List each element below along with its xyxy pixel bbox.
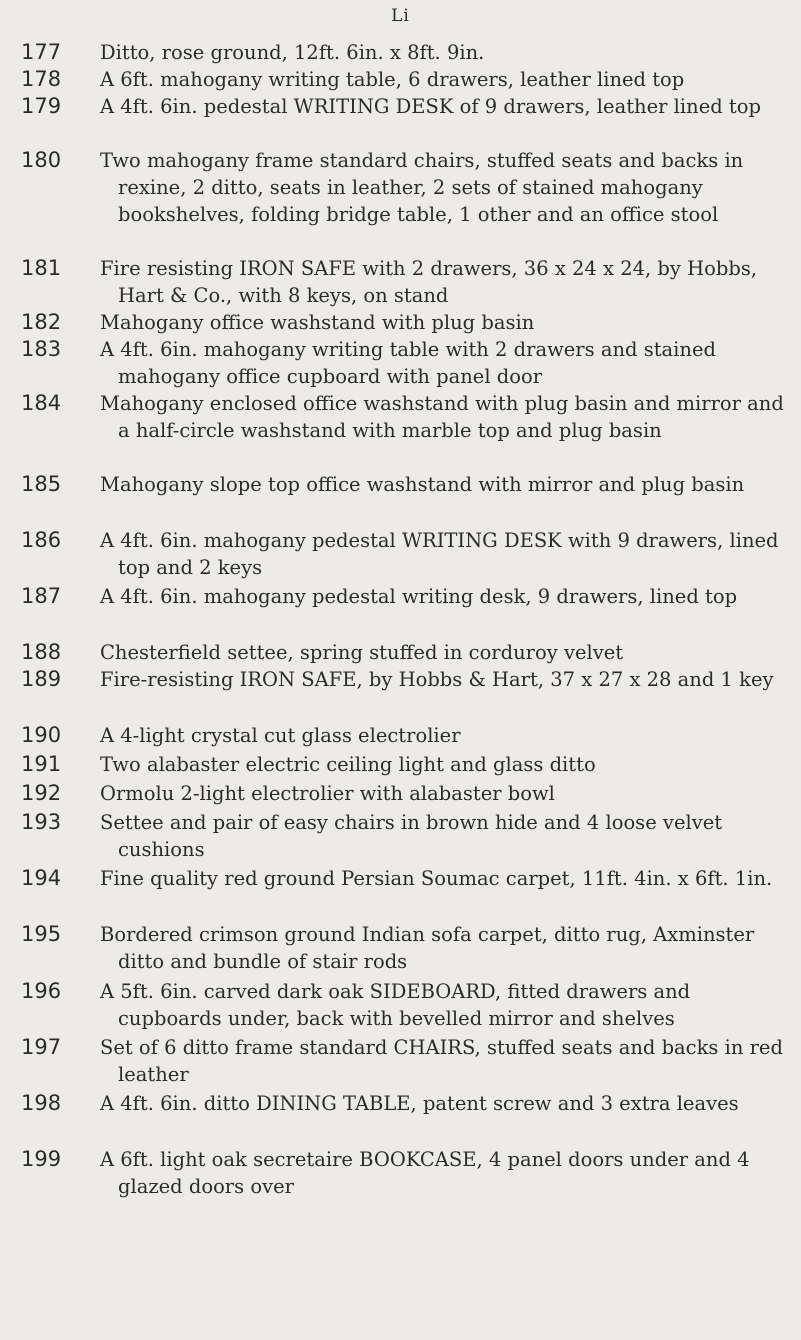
lot-number: 192 bbox=[21, 781, 62, 805]
lot-number: 182 bbox=[21, 310, 62, 334]
lot-number: 186 bbox=[21, 528, 62, 552]
lot-number: 187 bbox=[21, 584, 62, 608]
lot-number: 196 bbox=[21, 979, 62, 1003]
lot-description: Chesterfield settee, spring stuffed in corduroy velvet bbox=[100, 641, 624, 664]
lot-description: A 4ft. 6in. ditto DINING TABLE, patent screw and 3 extra leaves bbox=[100, 1092, 739, 1115]
lot-description: Ormolu 2-light electrolier with alabaster bowl bbox=[100, 782, 555, 805]
lot-description: Fire-resisting IRON SAFE, by Hobbs & Hart, 37 x 27 x 28 and 1 key bbox=[100, 668, 774, 691]
lot-description: Mahogany office washstand with plug basin bbox=[100, 311, 535, 334]
lot-description: Fire resisting IRON SAFE with 2 drawers, 36 x 24 x 24, by Hobbs, Hart & Co., with 8 keys, on stand bbox=[100, 257, 758, 307]
lot-number: 185 bbox=[21, 472, 62, 496]
lot-description: Ditto, rose ground, 12ft. 6in. x 8ft. 9in. bbox=[100, 41, 485, 64]
lot-description: Mahogany slope top office washstand with mirror and plug basin bbox=[100, 473, 745, 496]
lot-number: 191 bbox=[21, 752, 62, 776]
page-number: Li bbox=[391, 6, 410, 26]
lot-number: 188 bbox=[21, 640, 62, 664]
lot-number: 181 bbox=[21, 256, 62, 280]
lot-number: 195 bbox=[21, 922, 62, 946]
lot-number: 178 bbox=[21, 67, 62, 91]
lot-number: 183 bbox=[21, 337, 62, 361]
lot-description: Set of 6 ditto frame standard CHAIRS, stuffed seats and backs in red leather bbox=[100, 1036, 783, 1086]
lot-description: A 4ft. 6in. mahogany pedestal writing desk, 9 drawers, lined top bbox=[100, 585, 738, 608]
lot-description: Bordered crimson ground Indian sofa carpet, ditto rug, Axminster ditto and bundle of stair rods bbox=[100, 923, 755, 973]
lot-description: Two alabaster electric ceiling light and glass ditto bbox=[100, 753, 596, 776]
lot-number: 199 bbox=[21, 1147, 62, 1171]
lot-description: A 4ft. 6in. mahogany pedestal WRITING DESK with 9 drawers, lined top and 2 keys bbox=[100, 529, 779, 579]
lot-number: 193 bbox=[21, 810, 62, 834]
lot-description: A 4ft. 6in. pedestal WRITING DESK of 9 drawers, leather lined top bbox=[100, 95, 761, 118]
lot-number: 180 bbox=[21, 148, 62, 172]
lot-number: 198 bbox=[21, 1091, 62, 1115]
lot-number: 189 bbox=[21, 667, 62, 691]
lot-number: 197 bbox=[21, 1035, 62, 1059]
lot-description: A 4ft. 6in. mahogany writing table with 2 drawers and stained mahogany office cupboard with panel door bbox=[100, 338, 716, 388]
lot-description: Fine quality red ground Persian Soumac carpet, 11ft. 4in. x 6ft. 1in. bbox=[100, 867, 773, 890]
lot-number: 190 bbox=[21, 723, 62, 747]
lot-description: Settee and pair of easy chairs in brown hide and 4 loose velvet cushions bbox=[100, 811, 723, 861]
lot-description: A 5ft. 6in. carved dark oak SIDEBOARD, fitted drawers and cupboards under, back with bevelled mirror and shelves bbox=[100, 980, 691, 1030]
lot-description: A 6ft. mahogany writing table, 6 drawers, leather lined top bbox=[100, 68, 685, 91]
lot-number: 184 bbox=[21, 391, 62, 415]
lot-number: 179 bbox=[21, 94, 62, 118]
lot-description: A 6ft. light oak secretaire BOOKCASE, 4 panel doors under and 4 glazed doors over bbox=[100, 1148, 750, 1198]
lot-number: 177 bbox=[21, 40, 62, 64]
lot-number: 194 bbox=[21, 866, 62, 890]
lot-description: A 4-light crystal cut glass electrolier bbox=[100, 724, 461, 747]
lot-description: Two mahogany frame standard chairs, stuffed seats and backs in rexine, 2 ditto, seats in leather, 2 sets of stained mahogany bookshelves, folding bridge table, 1 other and an office stool bbox=[100, 149, 744, 226]
lot-description: Mahogany enclosed office washstand with plug basin and mirror and a half-circle washstand with marble top and plug basin bbox=[100, 392, 784, 442]
